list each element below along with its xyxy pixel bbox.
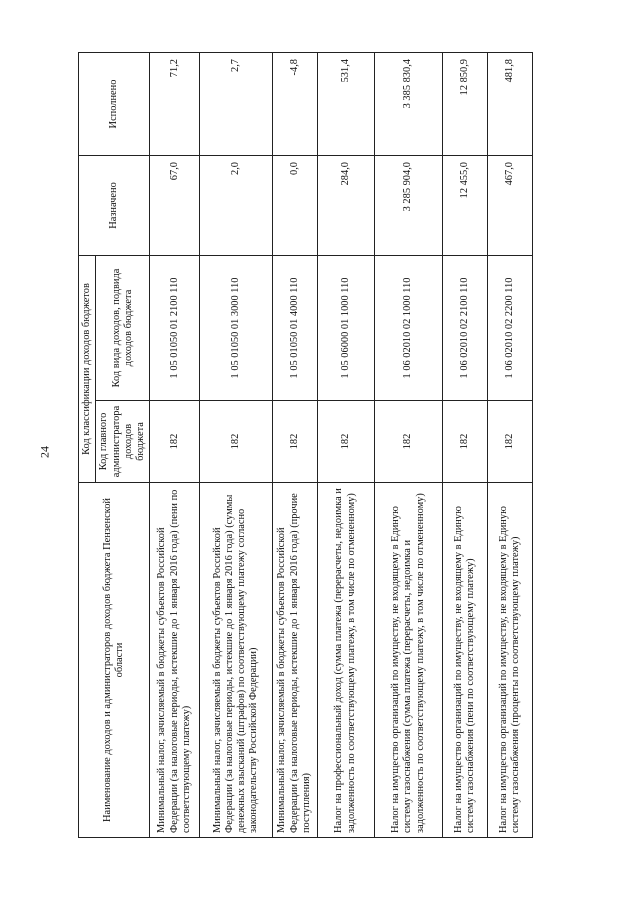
cell-assigned: 12 455,0 <box>443 156 488 256</box>
table-row <box>317 53 374 838</box>
table-row <box>374 53 442 838</box>
cell-assigned: 284,0 <box>317 156 374 256</box>
cell-executed: 481,8 <box>488 53 533 156</box>
cell-name: Налог на имущество организаций по имуществу, не входящему в Единую систему газоснабжения (сумма платежа (перерасчеты, недоимка и задолженность по соответствующему платежу, в том числе по отмененному) <box>374 483 442 838</box>
cell-assigned: 3 285 904,0 <box>374 156 442 256</box>
cell-admin-code: 182 <box>272 401 317 483</box>
cell-income-code: 1 05 06000 01 1000 110 <box>317 256 374 401</box>
cell-name: Налог на имущество организаций по имуществу, не входящему в Единую систему газоснабжения (проценты по соответствующему платежу) <box>488 483 533 838</box>
cell-name: Минимальный налог, зачисляемый в бюджеты субъектов Российской Федерации (за налоговые периоды, истекшие до 1 января 2016 года) (суммы денежных взысканий (штрафов) по соответствующему платежу согласно законодательству Российской Федерации) <box>200 483 272 838</box>
header-name: Наименование доходов и администраторов доходов бюджета Пензенской области <box>79 483 150 838</box>
cell-name: Налог на имущество организаций по имуществу, не входящему в Единую систему газоснабжения (пени по соответствующему платежу) <box>443 483 488 838</box>
cell-income-code: 1 06 02010 02 2200 110 <box>488 256 533 401</box>
cell-executed: 531,4 <box>317 53 374 156</box>
header-assigned: Назначено <box>79 156 150 256</box>
table-row <box>488 53 533 838</box>
table-row <box>443 53 488 838</box>
cell-assigned: 467,0 <box>488 156 533 256</box>
cell-income-code: 1 05 01050 01 4000 110 <box>272 256 317 401</box>
cell-admin-code: 182 <box>488 401 533 483</box>
cell-income-code: 1 06 02010 02 2100 110 <box>443 256 488 401</box>
cell-name: Минимальный налог, зачисляемый в бюджеты субъектов Российской Федерации (за налоговые периоды, истекшие до 1 января 2016 года) (пени по соответствующему платежу) <box>150 483 200 838</box>
cell-admin-code: 182 <box>150 401 200 483</box>
header-executed: Исполнено <box>79 53 150 156</box>
cell-admin-code: 182 <box>317 401 374 483</box>
page-number: 24 <box>37 446 52 458</box>
cell-admin-code: 182 <box>443 401 488 483</box>
cell-admin-code: 182 <box>374 401 442 483</box>
cell-income-code: 1 06 02010 02 1000 110 <box>374 256 442 401</box>
table-row <box>272 53 317 838</box>
cell-assigned: 67,0 <box>150 156 200 256</box>
header-classification-group: Код классификации доходов бюджетов <box>79 256 96 483</box>
cell-name: Минимальный налог, зачисляемый в бюджеты субъектов Российской Федерации (за налоговые периоды, истекшие до 1 января 2016 года) (прочие поступления) <box>272 483 317 838</box>
rotated-table-wrapper <box>78 53 533 838</box>
cell-income-code: 1 05 01050 01 2100 110 <box>150 256 200 401</box>
cell-income-code: 1 05 01050 01 3000 110 <box>200 256 272 401</box>
table-row <box>200 53 272 838</box>
cell-admin-code: 182 <box>200 401 272 483</box>
cell-executed: -4,8 <box>272 53 317 156</box>
cell-assigned: 2,0 <box>200 156 272 256</box>
cell-executed: 3 385 830,4 <box>374 53 442 156</box>
cell-executed: 12 850,9 <box>443 53 488 156</box>
cell-assigned: 0,0 <box>272 156 317 256</box>
header-income-code: Код вида доходов, подвида доходов бюджета <box>96 256 150 401</box>
cell-name: Налог на профессиональный доход (сумма платежа (перерасчеты, недоимка и задолженность по соответствующему платежу, в том числе по отмененному) <box>317 483 374 838</box>
cell-executed: 2,7 <box>200 53 272 156</box>
cell-executed: 71,2 <box>150 53 200 156</box>
revenue-table <box>78 52 533 838</box>
table-row <box>150 53 200 838</box>
header-admin-code: Код главного администратора доходов бюджета <box>96 401 150 483</box>
